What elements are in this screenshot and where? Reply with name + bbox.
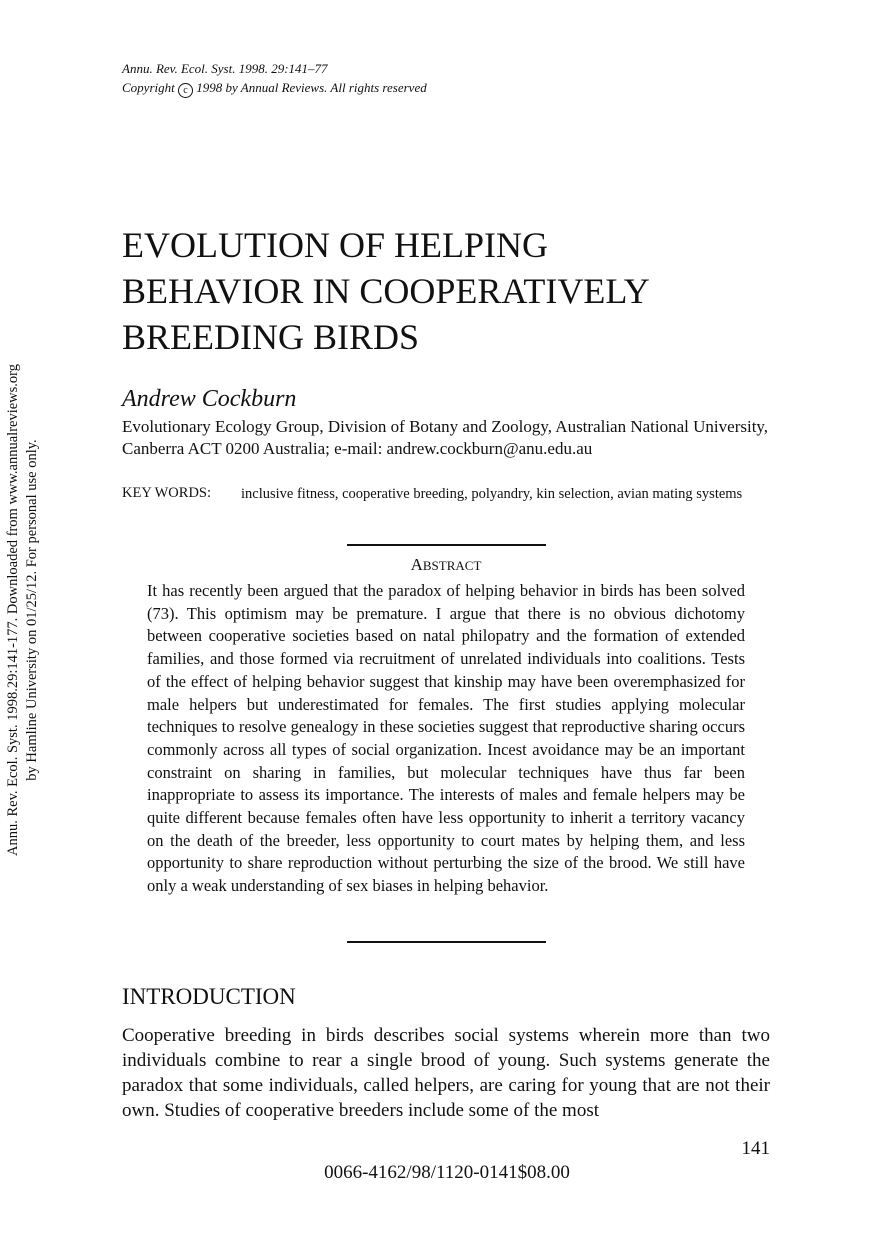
- abstract-heading: [122, 555, 770, 575]
- author-affiliation: Evolutionary Ecology Group, Division of Botany and Zoology, Australian National University, Canberra ACT 0200 Australia; e-mail: andrew.cockburn@anu.edu.au: [122, 417, 769, 458]
- journal-header: [122, 59, 427, 98]
- copyright-icon: c: [178, 83, 193, 98]
- abstract-text: It has recently been argued that the paradox of helping behavior in birds has been solved (73). This optimism may be premature. I argue that there is no obvious dichotomy between cooperative societies based on natal philopatry and the formation of extended families, and those formed via recruitment of unrelated individuals into coalitions. Tests of the effect of helping behavior suggest that kinship may have been overemphasized for male helpers but underestimated for females. The first studies applying molecular techniques to resolve genealogy in these societies suggest that reproductive sharing occurs commonly across all types of social organization. Incest avoidance may be an important constraint on sharing in families, but molecular techniques have thus far been inappropriate to assess its importance. The interests of males and female helpers may be quite different because females often have less opportunity to inherit a territory vacancy on the death of the breeder, less opportunity to court mates by helping them, and less opportunity to share reproduction without perturbing the size of the brood. We still have only a weak understanding of sex biases in helping behavior.: [147, 581, 745, 896]
- download-notice-line2: by Hamline University on 01/25/12. For personal use only.: [24, 439, 40, 781]
- title-line: BEHAVIOR IN COOPERATIVELY: [122, 271, 650, 311]
- copyright-prefix: Copyright: [122, 80, 175, 95]
- intro-paragraph: Cooperative breeding in birds describes social systems wherein more than two individuals combine to rear a single brood of young. Such systems generate the paradox that some individuals, called helpers, are caring for young that are not their own. Studies of cooperative breeders include some of the most: [122, 1025, 770, 1121]
- download-notice-line1: Annu. Rev. Ecol. Syst. 1998.29:141-177. Downloaded from www.annualreviews.org: [5, 364, 21, 856]
- citation-line: Annu. Rev. Ecol. Syst. 1998. 29:141–77: [122, 61, 328, 76]
- article-title: [122, 222, 650, 360]
- copyright-rest: 1998 by Annual Reviews. All rights reserved: [196, 80, 427, 95]
- abstract-top-rule: [347, 544, 546, 546]
- article-code: 0066-4162/98/1120-0141$08.00: [324, 1162, 570, 1183]
- keywords-text: inclusive fitness, cooperative breeding, polyandry, kin selection, avian mating systems: [241, 486, 743, 502]
- title-line: EVOLUTION OF HELPING: [122, 225, 548, 265]
- page-number: 141: [741, 1138, 770, 1159]
- copyright-line: [122, 78, 427, 98]
- keywords-label: KEY WORDS:: [122, 485, 212, 501]
- author-name: Andrew Cockburn: [122, 386, 297, 412]
- section-heading: INTRODUCTION: [122, 984, 296, 1009]
- abstract-bottom-rule: [347, 941, 546, 943]
- abstract-heading-initial: A: [410, 555, 423, 574]
- abstract-heading-rest: BSTRACT: [422, 558, 482, 573]
- download-notice: [4, 310, 42, 910]
- title-line: BREEDING BIRDS: [122, 317, 420, 357]
